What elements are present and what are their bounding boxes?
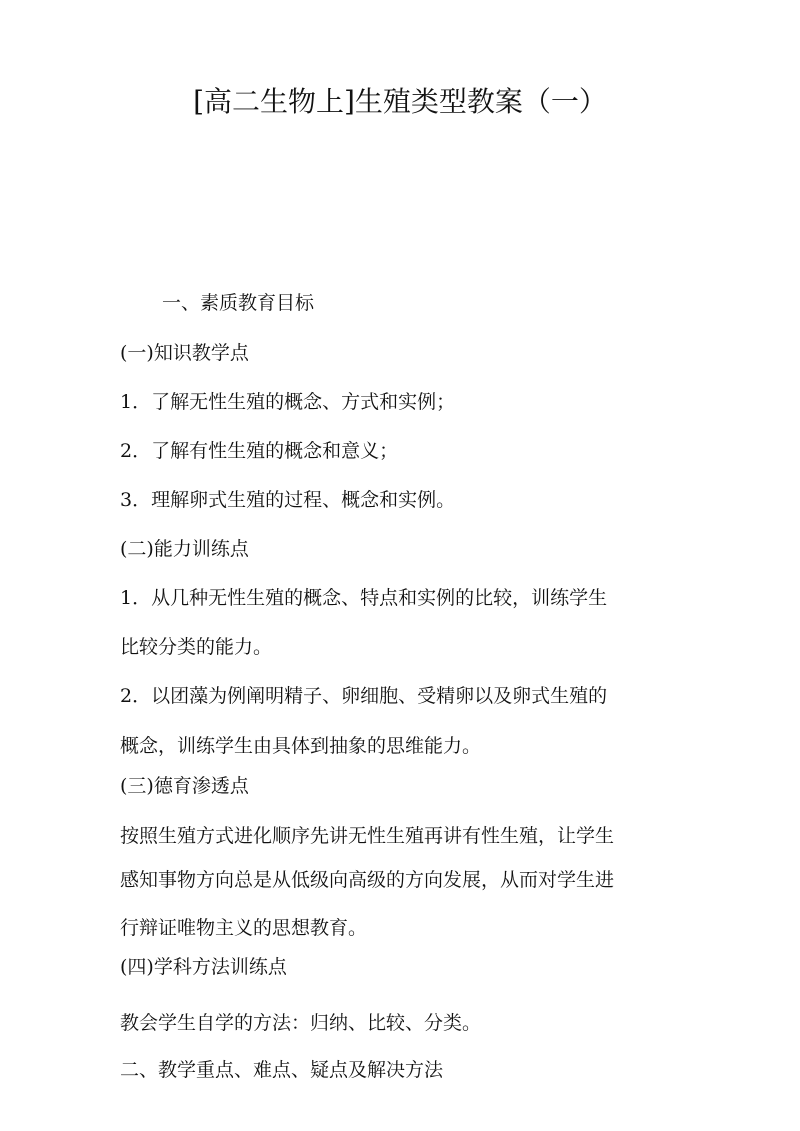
paragraph-ability-2-line-1: 2．以团藻为例阐明精子、卵细胞、受精卵以及卵式生殖的	[120, 685, 608, 707]
paragraph-moral-line-2: 感知事物方向总是从低级向高级的方向发展，从而对学生进	[120, 869, 615, 891]
section-heading-key-points: 二、教学重点、难点、疑点及解决方法	[120, 1059, 444, 1081]
paragraph-moral-line-1: 按照生殖方式进化顺序先讲无性生殖再讲有性生殖，让学生	[120, 825, 615, 847]
section-heading-quality-goals: 一、素质教育目标	[162, 292, 315, 314]
paragraph-ability-2-line-2: 概念，训练学生由具体到抽象的思维能力。	[120, 735, 482, 757]
subheading-moral-education: (三)德育渗透点	[120, 775, 249, 797]
document-title: [高二生物上]生殖类型教案（一）	[193, 85, 607, 118]
paragraph-ability-1-line-1: 1．从几种无性生殖的概念、特点和实例的比较，训练学生	[120, 587, 608, 609]
list-item-knowledge-2: 2．了解有性生殖的概念和意义；	[120, 440, 399, 462]
list-item-knowledge-3: 3．理解卵式生殖的过程、概念和实例。	[120, 489, 456, 511]
paragraph-method: 教会学生自学的方法：归纳、比较、分类。	[120, 1012, 482, 1034]
subheading-ability-points: (二)能力训练点	[120, 538, 249, 560]
paragraph-moral-line-3: 行辩证唯物主义的思想教育。	[120, 917, 368, 939]
paragraph-ability-1-line-2: 比较分类的能力。	[120, 636, 273, 658]
list-item-knowledge-1: 1．了解无性生殖的概念、方式和实例；	[120, 391, 456, 413]
subheading-knowledge-points: (一)知识教学点	[120, 342, 249, 364]
subheading-method-training: (四)学科方法训练点	[120, 956, 287, 978]
